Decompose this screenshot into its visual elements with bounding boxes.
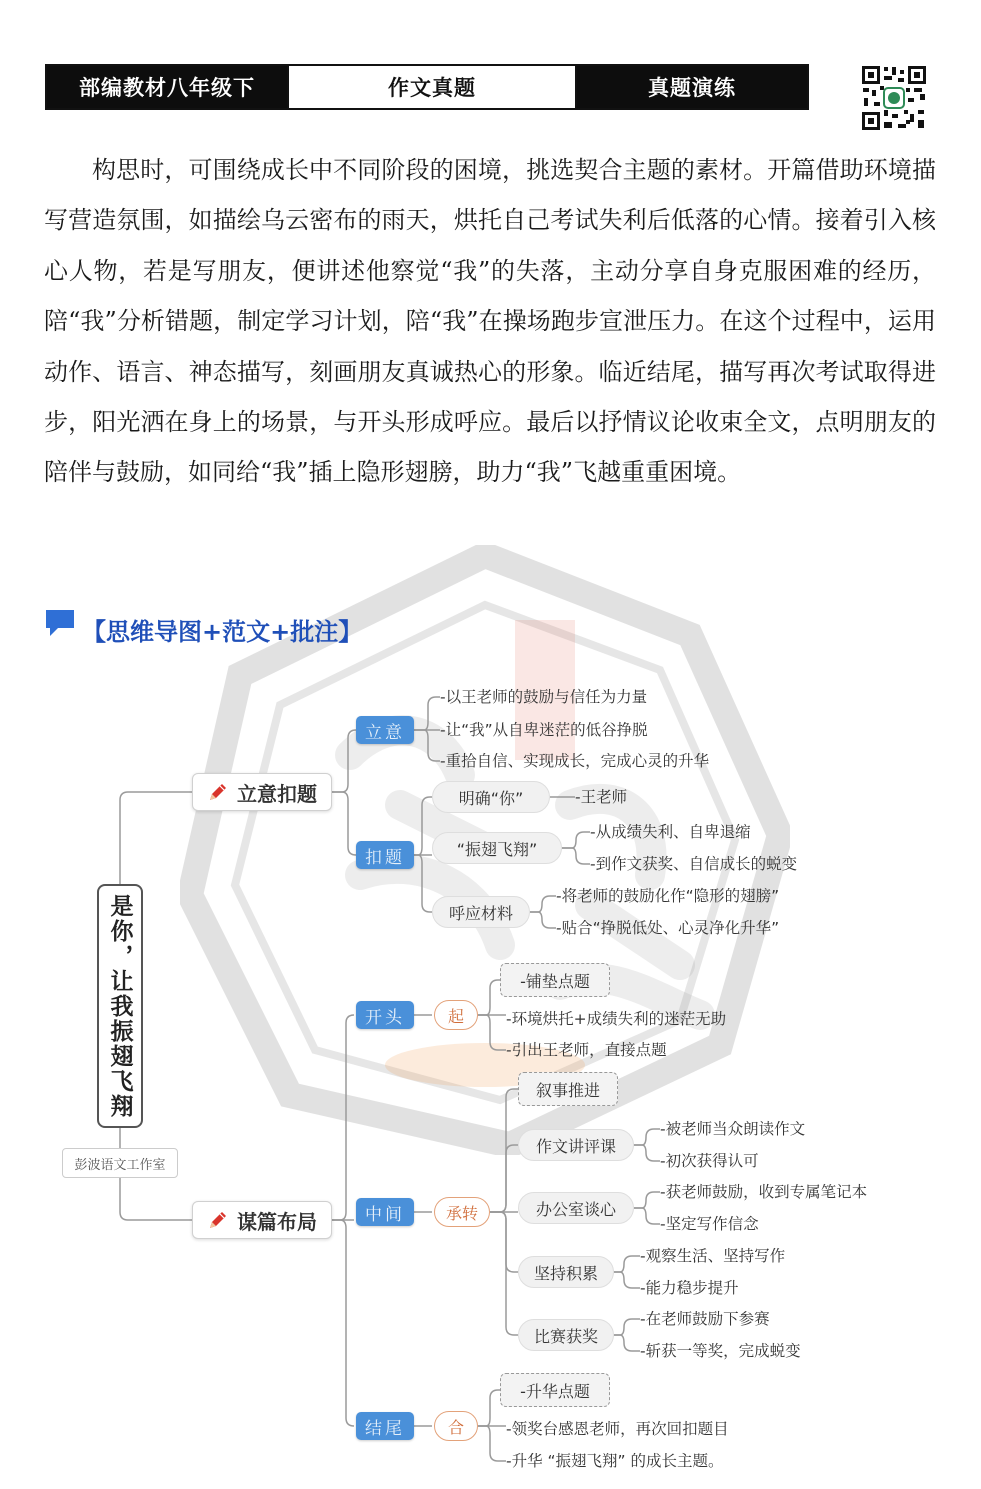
node-jiewei: 结尾 xyxy=(356,1412,414,1440)
node-narrative: 叙事推进 xyxy=(518,1072,618,1106)
branch-moupian-buju xyxy=(192,1201,332,1239)
pencil-icon xyxy=(207,1209,229,1231)
node-zuowen-jiangping: 作文讲评课 xyxy=(518,1129,634,1161)
node-zhongjian: 中间 xyxy=(356,1198,414,1226)
studio-label: 彭波语文工作室 xyxy=(62,1148,178,1178)
liyi-item-2: -让“我”从自卑迷茫的低谷挣脱 xyxy=(440,721,648,739)
huying-item-1: -将老师的鼓励化作“隐形的翅膀” xyxy=(556,887,780,905)
jiewei-item-3: -升华 “振翅飞翔” 的成长主题。 xyxy=(506,1452,724,1470)
section-title: 【思维导图+范文+批注】 xyxy=(82,618,363,646)
node-kouti: 扣题 xyxy=(356,841,414,869)
node-huying-cailiao: 呼应材料 xyxy=(432,896,530,928)
tag-qi: 起 xyxy=(434,1000,478,1030)
branch-moupian-buju-label: 谋篇布局 xyxy=(237,1209,317,1234)
bisai-item-1: -在老师鼓励下参赛 xyxy=(640,1310,770,1328)
liyi-item-3: -重拾自信、实现成长，完成心灵的升华 xyxy=(440,752,710,770)
bisai-item-2: -斩获一等奖，完成蜕变 xyxy=(640,1342,801,1360)
jianchi-item-2: -能力稳步提升 xyxy=(640,1279,739,1297)
header-grade: 部编教材八年级下 xyxy=(47,66,287,108)
essay-guidance-paragraph: 构思时，可围绕成长中不同阶段的困境，挑选契合主题的素材。开篇借助环境描写营造氛围，如描绘乌云密布的雨天，烘托自己考试失利后低落的心情。接着引入核心人物，若是写朋友，便讲述他察觉“我”的失落，主动分享自身克服困难的经历，陪“我”分析错题，制定学习计划，陪“我”在操场跑步宣泄压力。在这个过程中，运用动作、语言、神态描写，刻画朋友真诚热心的形象。临近结尾，描写再次考试取得进步，阳光洒在身上的场景，与开头形成呼应。最后以抒情议论收束全文，点明朋友的陪伴与鼓励，如同给“我”插上隐形翅膀，助力“我”飞越重重困境。 xyxy=(44,156,936,487)
jianchi-item-1: -观察生活、坚持写作 xyxy=(640,1247,786,1265)
header-section: 真题演练 xyxy=(577,66,807,108)
kaitou-item-3: -引出王老师，直接点题 xyxy=(506,1041,667,1059)
tag-chengzhuan: 承转 xyxy=(434,1197,490,1227)
liyi-item-1: -以王老师的鼓励与信任为力量 xyxy=(440,688,648,706)
node-liyi: 立意 xyxy=(356,716,414,744)
kaitou-item-2: -环境烘托+成绩失利的迷茫无助 xyxy=(506,1010,727,1028)
zuowen-item-2: -初次获得认可 xyxy=(660,1152,759,1170)
branch-liyi-kouti xyxy=(192,773,332,811)
kaitou-item-1: -铺垫点题 xyxy=(500,963,610,997)
bangong-item-1: -获老师鼓励，收到专属笔记本 xyxy=(660,1183,868,1201)
bangong-item-2: -坚定写作信念 xyxy=(660,1215,759,1233)
zuowen-item-1: -被老师当众朗读作文 xyxy=(660,1120,806,1138)
jiewei-item-2: -领奖台感恩老师，再次回扣题目 xyxy=(506,1420,729,1438)
jiewei-item-1: -升华点题 xyxy=(500,1373,610,1407)
huying-item-2: -贴合“挣脱低处、心灵净化升华” xyxy=(556,919,780,937)
branch-liyi-kouti-label: 立意扣题 xyxy=(237,781,317,806)
mingque-item-1: -王老师 xyxy=(575,788,628,806)
pencil-icon xyxy=(207,781,229,803)
tag-he: 合 xyxy=(434,1411,478,1441)
node-mingque-ni: 明确“你” xyxy=(432,781,550,813)
node-bangongshi: 办公室谈心 xyxy=(518,1192,634,1224)
node-bisai-huojiang: 比赛获奖 xyxy=(518,1319,614,1351)
node-kaitou: 开头 xyxy=(356,1001,414,1029)
node-zhenchi-feixiang: “振翅飞翔” xyxy=(432,832,562,864)
header-category: 作文真题 xyxy=(287,66,577,108)
zhenchi-item-2: -到作文获奖、自信成长的蜕变 xyxy=(590,855,798,873)
zhenchi-item-1: -从成绩失利、自卑退缩 xyxy=(590,823,751,841)
node-jianchi-jilei: 坚持积累 xyxy=(518,1256,614,1288)
mindmap-root-title: 是你，让我振翅飞翔 xyxy=(97,884,143,1128)
